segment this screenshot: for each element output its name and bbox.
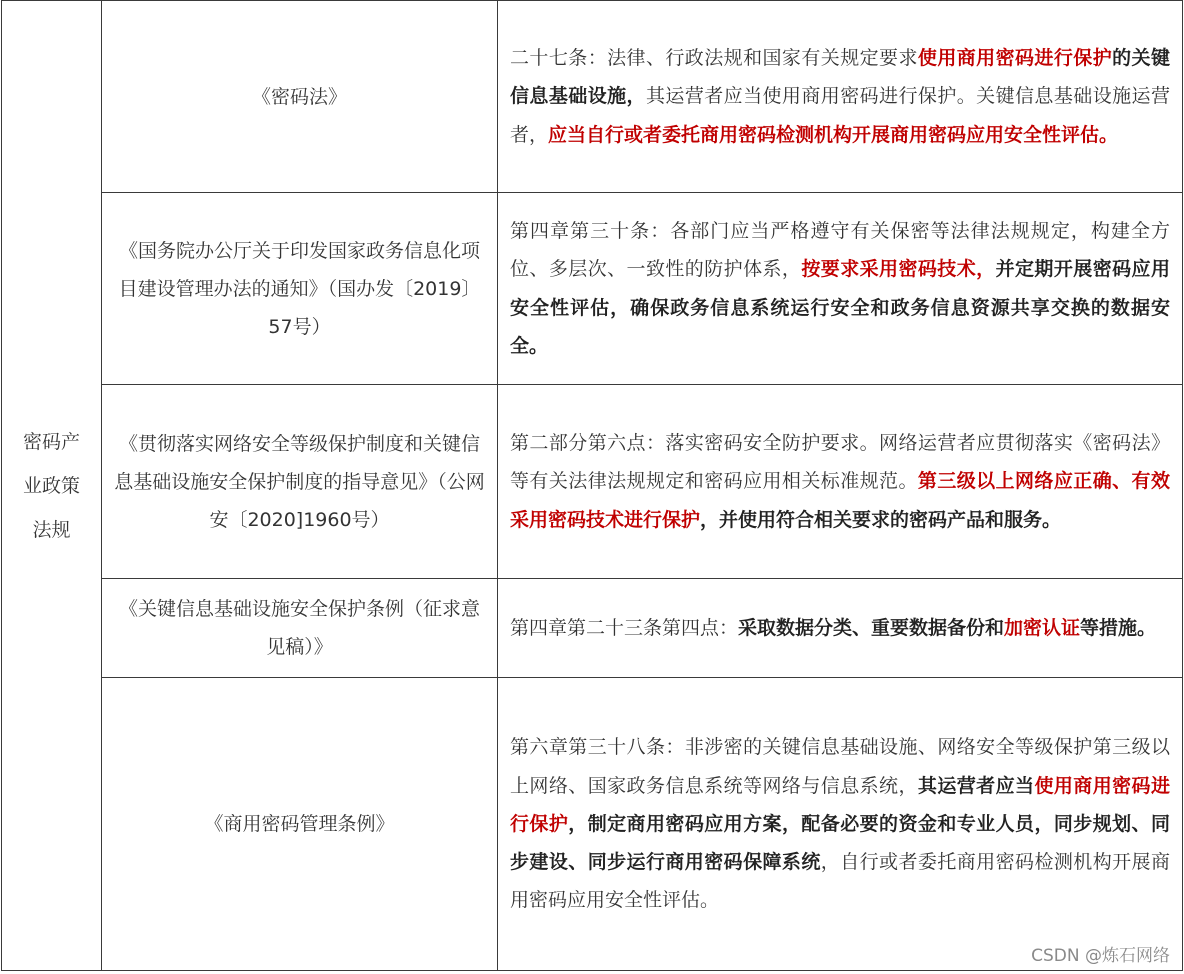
clause-seg: 应当自行或者委托商用密码检测机构开展商用密码应用安全性评估。 xyxy=(548,123,1119,146)
clause-seg: 按要求采用密码技术， xyxy=(801,258,996,281)
clause-seg: 第四章第二十三条第四点： xyxy=(510,616,739,639)
clause-seg: 其运营者应当 xyxy=(917,774,1035,797)
category-label: 密码产业政策法规 xyxy=(22,430,80,541)
policy-table xyxy=(1,0,1183,971)
clause-seg: 其运营者应当使用商用密码进行保护。关键信息基础设施运营者， xyxy=(510,85,1170,146)
clause-seg: 的关键信息基础设施， xyxy=(510,47,1170,108)
clause-seg: 二十七条：法律、行政法规和国家有关规定要求 xyxy=(510,47,918,70)
clause-seg: 第六章第三十八条：非涉密的关键信息基础设施、网络安全等级保护第三级以上网络、国家政务信息系统等网络与信息系统， xyxy=(510,736,1170,797)
doc-title: 《关键信息基础设施安全保护条例（征求意见稿）》 xyxy=(118,598,480,658)
doc-cell xyxy=(102,1,498,193)
clause-cell xyxy=(498,579,1183,678)
clause-seg: 使用商用密码进行保护 xyxy=(510,774,1170,835)
clause-seg: 等措施。 xyxy=(1080,616,1157,639)
clause-cell xyxy=(498,385,1183,579)
doc-cell xyxy=(102,579,498,678)
doc-title: 《国务院办公厅关于印发国家政务信息化项目建设管理办法的通知》（国办发〔2019〕57号） xyxy=(118,239,481,338)
doc-cell xyxy=(102,385,498,579)
category-cell xyxy=(2,1,102,971)
doc-cell xyxy=(102,193,498,385)
clause-seg: ，自行或者委托商用密码检测机构开展商用密码应用安全性评估。 xyxy=(510,851,1170,912)
clause-seg: 第四章第三十条：各部门应当严格遵守有关保密等法律法规规定，构建全方位、多层次、一致性的防护体系， xyxy=(510,219,1170,281)
doc-title: 《密码法》 xyxy=(251,85,347,108)
clause-seg: 加密认证 xyxy=(1004,616,1081,639)
clause-seg: ，制定商用密码应用方案，配备必要的资金和专业人员，同步规划、同步建设、同步运行商用密码保障系统 xyxy=(510,812,1170,874)
doc-cell xyxy=(102,678,498,971)
watermark: CSDN @炼石网络 xyxy=(1031,946,1170,966)
doc-title: 《商用密码管理条例》 xyxy=(204,813,395,835)
clause-seg: 使用商用密码进行保护 xyxy=(917,47,1113,70)
doc-title: 《贯彻落实网络安全等级保护制度和关键信息基础设施安全保护制度的指导意见》（公网安〔2020]1960号） xyxy=(114,432,485,531)
clause-cell xyxy=(498,678,1183,971)
clause-seg: 第三级以上网络应正确、有效采用密码技术进行保护 xyxy=(510,470,1170,531)
clause-cell xyxy=(498,1,1183,193)
clause-seg: 并定期开展密码应用安全性评估，确保政务信息系统运行安全和政务信息资源共享交换的数据安全。 xyxy=(510,258,1170,357)
clause-seg: 第二部分第六点：落实密码安全防护要求。网络运营者应贯彻落实《密码法》等有关法律法规规定和密码应用相关标准规范。 xyxy=(510,432,1170,493)
clause-seg: 采取数据分类、重要数据备份和 xyxy=(738,616,1005,639)
clause-cell xyxy=(498,193,1183,385)
clause-seg: ，并使用符合相关要求的密码产品和服务。 xyxy=(700,508,1062,531)
